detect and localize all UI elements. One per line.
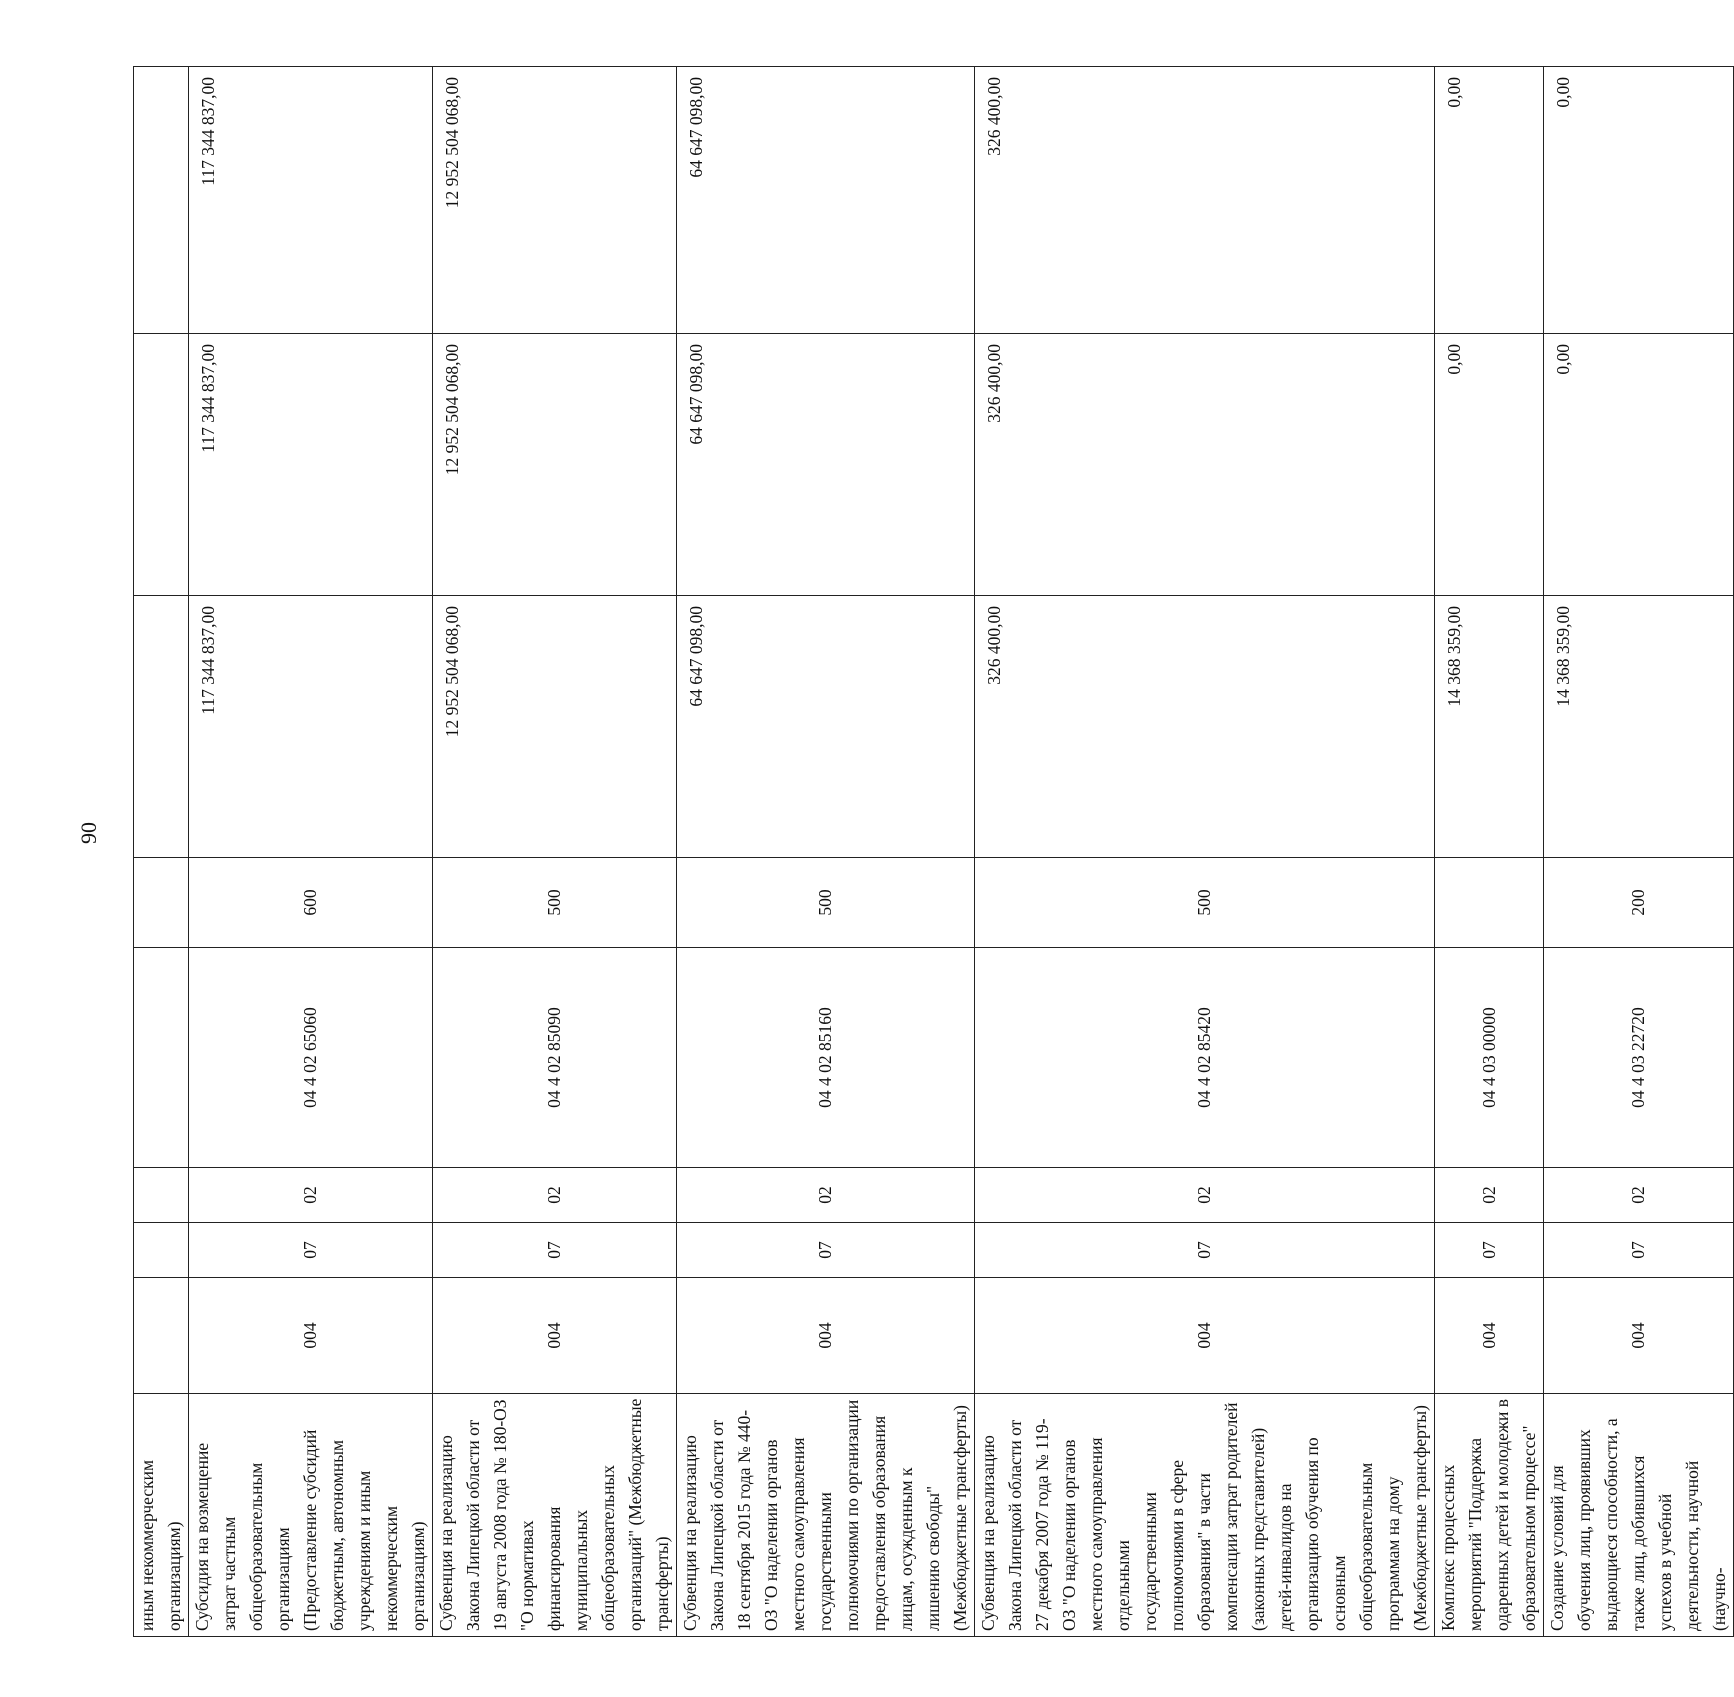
table-row [433,67,677,1637]
amount-2: 0,00 [1435,334,1544,596]
section-code: 07 [677,1223,975,1278]
target-article: 04 4 02 65060 [189,948,433,1168]
page-number: 90 [76,822,101,844]
subsection-code: 02 [1544,1168,1734,1223]
row-name: Создание условий для обучения лиц, проявивших выдающиеся способности, а также лиц, добившихся успехов в учебной деятельности, научной (научно- [1544,1394,1734,1637]
amount-2: 0,00 [1544,334,1734,596]
amount-1: 12 952 504 068,00 [433,596,677,858]
expense-kind: 500 [677,858,975,948]
target-article: 04 4 03 00000 [1435,948,1544,1168]
admin-code: 004 [975,1278,1435,1394]
admin-code [134,1278,189,1394]
table-row [134,67,189,1637]
subsection-code: 02 [677,1168,975,1223]
expense-kind: 600 [189,858,433,948]
amount-3 [134,67,189,334]
admin-code: 004 [1544,1278,1734,1394]
amount-1: 64 647 098,00 [677,596,975,858]
subsection-code: 02 [975,1168,1435,1223]
expense-kind [1435,858,1544,948]
amount-2 [134,334,189,596]
amount-1: 14 368 359,00 [1435,596,1544,858]
amount-1: 14 368 359,00 [1544,596,1734,858]
row-name: Субвенция на реализацию Закона Липецкой области от 19 августа 2008 года № 180-ОЗ "О нормативах финансирования муниципальных общеобразовательных организаций" (Межбюджетные трансферты) [433,1394,677,1637]
table-row [975,67,1435,1637]
amount-3: 64 647 098,00 [677,67,975,334]
amount-2: 64 647 098,00 [677,334,975,596]
amount-1 [134,596,189,858]
table-row [1544,67,1734,1637]
admin-code: 004 [1435,1278,1544,1394]
subsection-code [134,1168,189,1223]
row-name: Комплекс процессных мероприятий "Поддержка одаренных детей и молодежи в образовательном процессе" [1435,1394,1544,1637]
admin-code: 004 [677,1278,975,1394]
target-article: 04 4 03 22720 [1544,948,1734,1168]
row-name: Субвенция на реализацию Закона Липецкой области от 18 сентября 2015 года № 440-ОЗ "О наделении органов местного самоуправления государственными полномочиями по организации предоставления образования лицам, осужденным к лишению свободы" (Межбюджетные трансферты) [677,1394,975,1637]
budget-table [133,66,1734,1637]
amount-2: 12 952 504 068,00 [433,334,677,596]
subsection-code: 02 [189,1168,433,1223]
section-code [134,1223,189,1278]
amount-1: 326 400,00 [975,596,1435,858]
expense-kind [134,858,189,948]
target-article: 04 4 02 85090 [433,948,677,1168]
amount-1: 117 344 837,00 [189,596,433,858]
target-article [134,948,189,1168]
section-code: 07 [433,1223,677,1278]
expense-kind: 200 [1544,858,1734,948]
section-code: 07 [189,1223,433,1278]
amount-3: 0,00 [1544,67,1734,334]
row-name: Субсидия на возмещение затрат частным общеобразовательным организациям (Предоставление субсидий бюджетным, автономным учреждениям и иным некоммерческим организациям) [189,1394,433,1637]
subsection-code: 02 [433,1168,677,1223]
section-code: 07 [975,1223,1435,1278]
budget-table-container [133,67,1729,1637]
target-article: 04 4 02 85420 [975,948,1435,1168]
row-name: иным некоммерческим организациям) [134,1394,189,1637]
expense-kind: 500 [975,858,1435,948]
section-code: 07 [1435,1223,1544,1278]
admin-code: 004 [433,1278,677,1394]
amount-3: 326 400,00 [975,67,1435,334]
table-row [677,67,975,1637]
row-name: Субвенция на реализацию Закона Липецкой области от 27 декабря 2007 года № 119-ОЗ "О наделении органов местного самоуправления отдельными государственными полномочиями в сфере образования" в части компенсации затрат родителей (законных представителей) детей-инвалидов на организацию обучения по основным общеобразовательным программам на дому (Межбюджетные трансферты) [975,1394,1435,1637]
admin-code: 004 [189,1278,433,1394]
amount-2: 117 344 837,00 [189,334,433,596]
amount-3: 12 952 504 068,00 [433,67,677,334]
amount-3: 0,00 [1435,67,1544,334]
section-code: 07 [1544,1223,1734,1278]
amount-2: 326 400,00 [975,334,1435,596]
table-row [1435,67,1544,1637]
expense-kind: 500 [433,858,677,948]
target-article: 04 4 02 85160 [677,948,975,1168]
subsection-code: 02 [1435,1168,1544,1223]
amount-3: 117 344 837,00 [189,67,433,334]
table-row [189,67,433,1637]
